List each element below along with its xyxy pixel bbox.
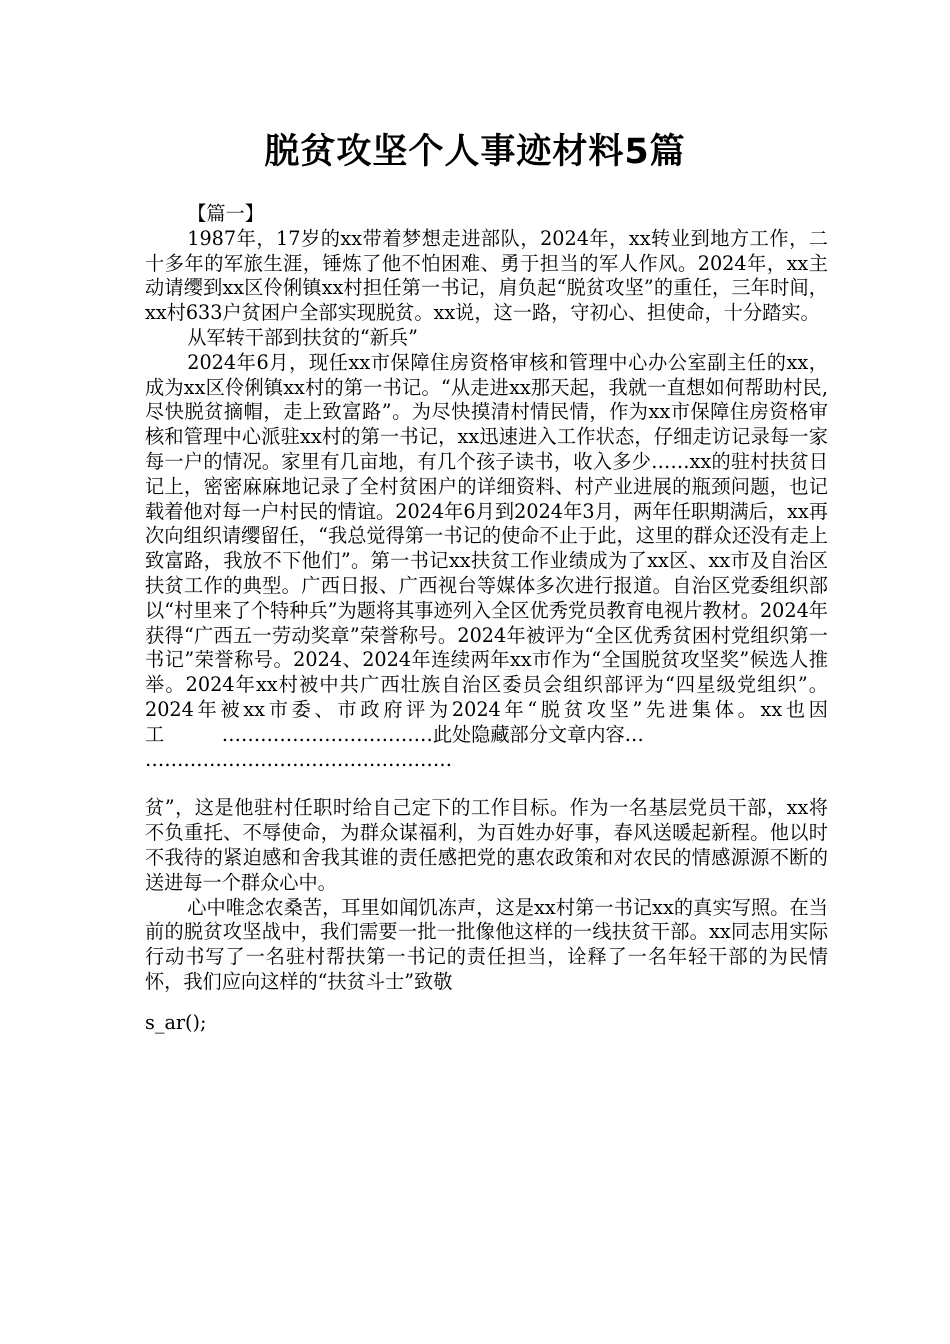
section-label: 【篇一】: [187, 202, 264, 225]
trailing-code: s_ar();: [145, 1010, 207, 1034]
dots-separator: [145, 748, 828, 773]
document-body: [145, 202, 828, 1036]
paragraph-goal: 贫”，这是他驻村任职时给自己定下的工作目标。作为一名基层党员干部，xx将不负重托、不辱使命，为群众谋福利，为百姓办好事，春风送暖起新程。他以时不我待的紧迫感和舍我其谁的责任感把党的惠农政策和对农民的情感源源不断的送进每一个群众心中。: [145, 796, 828, 894]
paragraph-story-text: 2024年6月，现任xx市保障住房资格审核和管理中心办公室副主任的xx，成为xx区伶俐镇xx村的第一书记。“从走进xx那天起，我就一直想如何帮助村民,尽快脱贫摘帽，走上致富路”。为尽快摸清村情民情，作为xx市保障住房资格审核和管理中心派驻xx村的第一书记，xx迅速进入工作状态，仔细走访记录每一家每一户的情况。家里有几亩地，有几个孩子读书，收入多少……xx的驻村扶贫日记上，密密麻麻地记录了全村贫困户的详细资料、村产业进展的瓶颈问题，也记载着他对每一户村民的情谊。2024年6月到2024年3月，两年任职期满后，xx再次向组织请缨留任，“我总觉得第一书记的使命不止于此，这里的群众还没有走上致富路，我放不下他们”。第一书记xx扶贫工作业绩成为了xx区、xx市及自治区扶贫工作的典型。广西日报、广西视台等媒体多次进行报道。自治区党委组织部以“村里来了个特种兵”为题将其事迹列入全区优秀党员教育电视片教材。2024年获得“广西五一劳动奖章”荣誉称号。2024年被评为“全区优秀贫困村党组织第一书记”荣誉称号。2024、2024年连续两年xx市作为“全国脱贫攻坚奖”候选人推举。2024年xx村被中共广西壮族自治区委员会组织部评为“四星级党组织”。2024年被xx市委、市政府评为2024年“脱贫攻坚”先进集体。xx也因工: [145, 350, 828, 746]
document-title: 脱贫攻坚个人事迹材料5篇: [264, 132, 686, 172]
blank-line: [145, 772, 828, 796]
paragraph-story: [145, 351, 828, 748]
paragraph-intro: 1987年，17岁的xx带着梦想走进部队，2024年，xx转业到地方工作，二十多年的军旅生涯，锤炼了他不怕困难、勇于担当的军人作风。2024年，xx主动请缨到xx区伶俐镇xx村担任第一书记，肩负起“脱贫攻坚”的重任，三年时间，xx村633户贫困户全部实现脱贫。xx说，这一路，守初心、担使命，十分踏实。: [145, 226, 828, 325]
dots-line: …………………………………………: [145, 747, 452, 771]
hidden-content-notice: ……………………………此处隐藏部分文章内容…: [221, 722, 644, 746]
subheading: 从军转干部到扶贫的“新兵”: [187, 325, 418, 349]
paragraph-conclusion: 心中唯念农桑苦，耳里如闻饥冻声，这是xx村第一书记xx的真实写照。在当前的脱贫攻坚战中，我们需要一批一批像他这样的一线扶贫干部。xx同志用实际行动书写了一名驻村帮扶第一书记的责任担当，诠释了一名年轻干部的为民情怀，我们应向这样的“扶贫斗士”致敬: [145, 895, 828, 993]
